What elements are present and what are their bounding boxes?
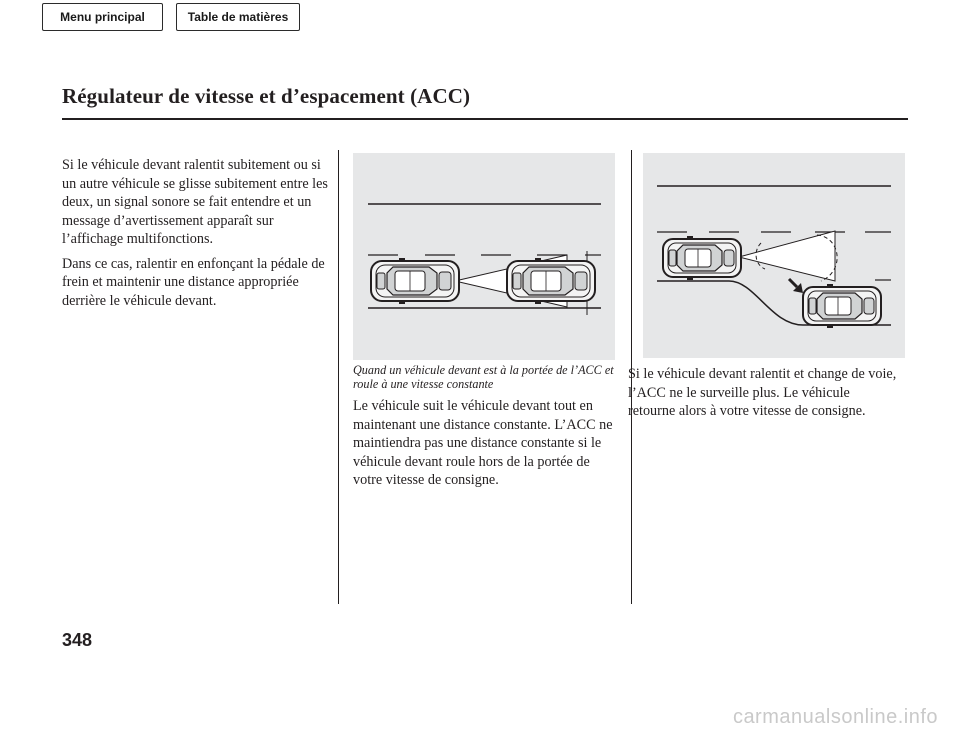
lane-change-illustration xyxy=(643,153,905,358)
left-paragraph-1: Si le véhicule devant ralentit subitement ou si un autre véhicule se glisse subitement entre les deux, un signal sonore se fait entendre et un message d’avertissement apparaît sur l’affichage multifonctions. xyxy=(62,157,328,247)
title-divider xyxy=(62,118,908,120)
left-paragraph-2: Dans ce cas, ralentir en enfonçant la pédale de frein et maintenir une distance appropriée derrière le véhicule devant. xyxy=(62,255,325,309)
figure-caption: Quand un véhicule devant est à la portée de l’ACC et roule à une vitesse constante xyxy=(353,363,614,391)
right-paragraph: Si le véhicule devant ralentit et change de voie, l’ACC ne le surveille plus. Le véhicule retourne alors à votre vitesse de consigne. xyxy=(628,366,897,419)
figure-following-vehicle xyxy=(353,153,615,360)
following-vehicle-illustration xyxy=(353,153,615,360)
watermark: carmanualsonline.info xyxy=(732,706,938,728)
column-divider-1 xyxy=(338,150,339,604)
left-column xyxy=(62,156,332,316)
page-number: 348 xyxy=(62,630,93,650)
middle-column xyxy=(353,397,618,496)
middle-paragraph: Le véhicule suit le véhicule devant tout en maintenant une distance constante. L’ACC ne maintiendra pas une distance constante si le véhicule devant roule hors de la portée de votre vitesse de consigne. xyxy=(353,398,613,488)
page-title: Régulateur de vitesse et d’espacement (ACC) xyxy=(62,84,471,108)
main-menu-button[interactable]: Menu principal xyxy=(42,3,163,31)
right-column xyxy=(628,365,898,427)
table-of-contents-button[interactable]: Table de matières xyxy=(176,3,300,31)
figure-lane-change xyxy=(643,153,905,358)
